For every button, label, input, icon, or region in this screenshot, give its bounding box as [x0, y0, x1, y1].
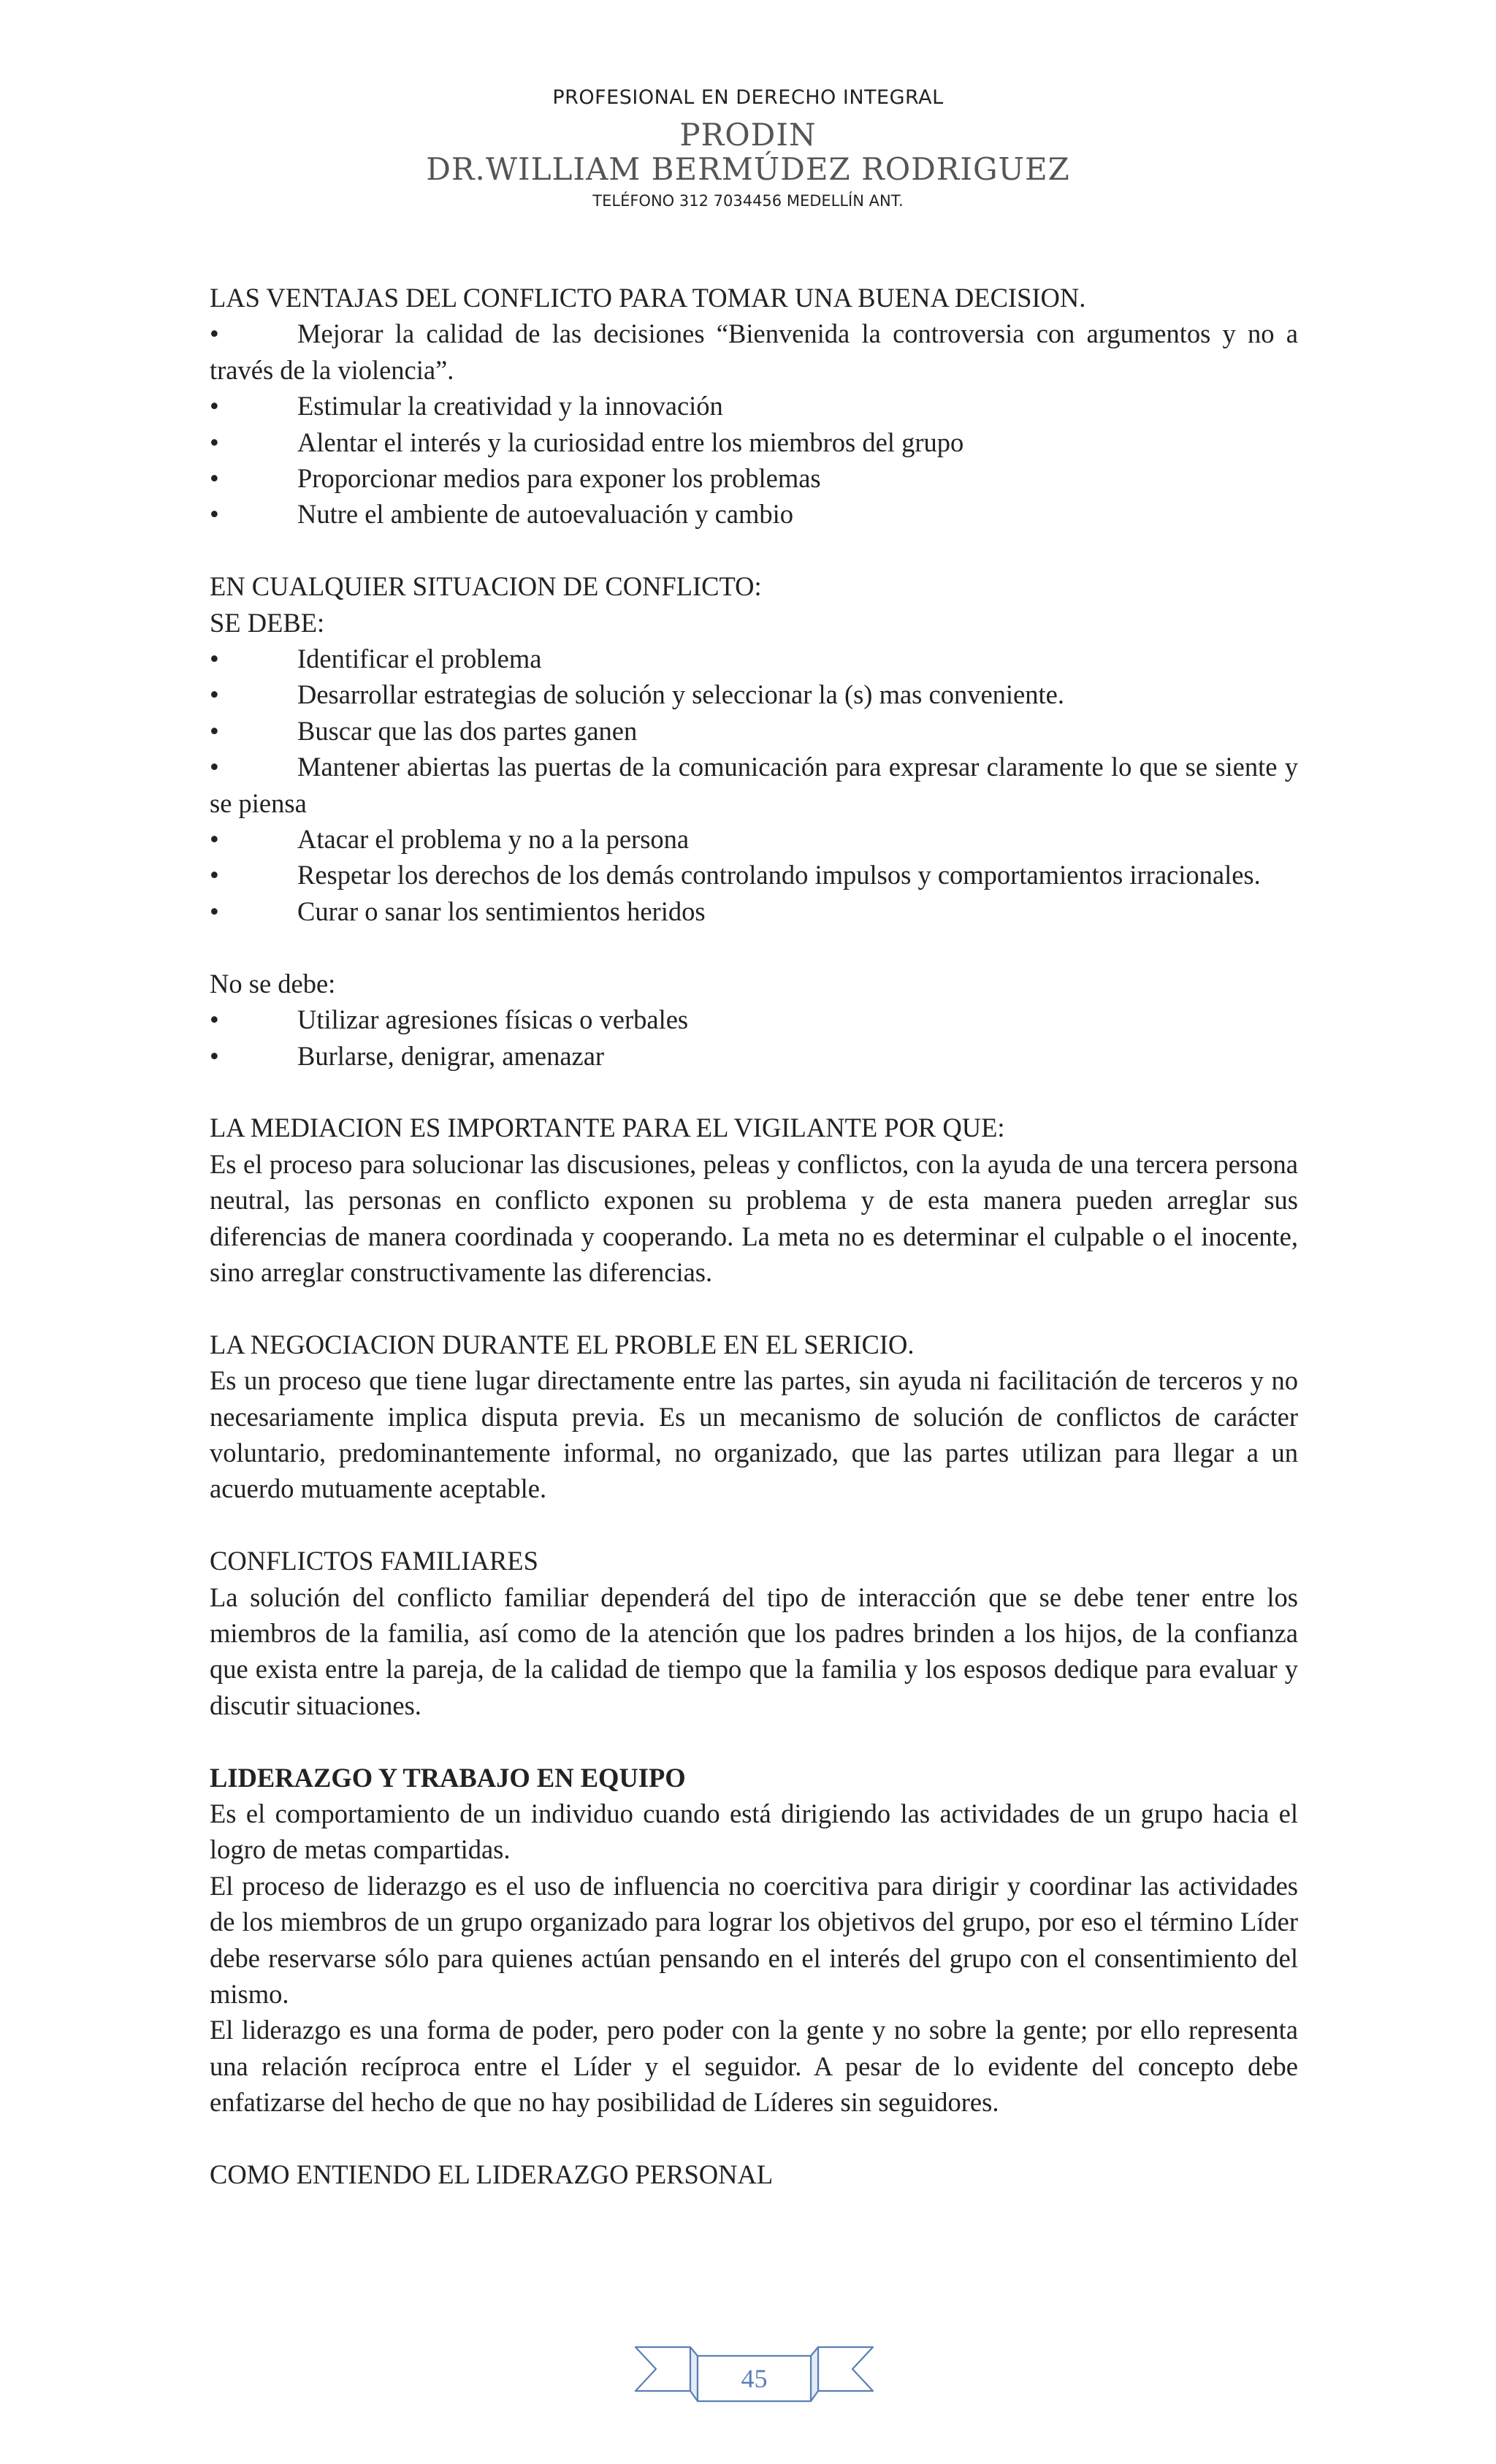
document-body — [210, 280, 1298, 2192]
bullet-mark: • — [210, 715, 219, 746]
list-item — [210, 424, 1298, 460]
header-line-1: PROFESIONAL EN DERECHO INTEGRAL — [552, 86, 944, 109]
list-item-text: Proporcionar medios para exponer los problemas — [297, 463, 821, 494]
section-title-liderazgo-personal: COMO ENTIENDO EL LIDERAZGO PERSONAL — [210, 2159, 774, 2190]
list-item — [210, 316, 1298, 388]
list-item — [210, 821, 1298, 857]
list-item-text: Nutre el ambiente de autoevaluación y cambio — [297, 499, 794, 530]
page-number: 45 — [741, 2364, 768, 2393]
list-item — [210, 1038, 1298, 1074]
paragraph-liderazgo-1: Es el comportamiento de un individuo cuando está dirigiendo las actividades de un grupo hacia el logro de metas compartidas. — [210, 1798, 1298, 1865]
bullet-mark: • — [210, 1040, 219, 1071]
bullet-mark: • — [210, 679, 219, 710]
section-title-mediacion: LA MEDIACION ES IMPORTANTE PARA EL VIGILANTE POR QUE: — [210, 1113, 1005, 1143]
list-item — [210, 388, 1298, 424]
paragraph-liderazgo-3: El liderazgo es una forma de poder, pero poder con la gente y no sobre la gente; por ello representa una relación recíproca entre el Líder y el seguidor. A pesar de lo evidente del concepto debe enfatizarse del hecho de que no hay posibilidad de Líderes sin seguidores. — [210, 2015, 1298, 2118]
list-item — [210, 460, 1298, 496]
bullet-mark: • — [210, 499, 219, 530]
bullet-mark: • — [210, 824, 219, 855]
bullet-mark: • — [210, 896, 219, 926]
list-item — [210, 749, 1298, 821]
bullet-mark: • — [210, 463, 219, 494]
paragraph-mediacion: Es el proceso para solucionar las discusiones, peleas y conflictos, con la ayuda de una tercera persona neutral, las personas en conflicto exponen su problema y de esta manera pueden arreglar sus diferencias de manera coordinada y cooperando. La meta no es determinar el culpable o el inocente, sino arreglar constructivamente las diferencias. — [210, 1148, 1298, 1287]
bullet-mark: • — [210, 860, 219, 890]
section-title-ventajas: LAS VENTAJAS DEL CONFLICTO PARA TOMAR UNA BUENA DECISION. — [210, 283, 1086, 313]
bullet-mark: • — [210, 752, 219, 782]
list-item-text: Atacar el problema y no a la persona — [297, 824, 690, 855]
section-title-negociacion: LA NEGOCIACION DURANTE EL PROBLE EN EL SERICIO. — [210, 1329, 915, 1359]
header-line-2: PRODIN — [679, 117, 817, 153]
bullet-mark: • — [210, 391, 219, 422]
section-title-no-debe: No se debe: — [210, 968, 336, 999]
section-title-liderazgo: LIDERAZGO Y TRABAJO EN EQUIPO — [210, 1762, 686, 1793]
list-item-text: Estimular la creatividad y la innovación — [297, 391, 723, 422]
list-item — [210, 496, 1298, 532]
list-item-text: Buscar que las dos partes ganen — [297, 715, 638, 746]
list-item-text: Identificar el problema — [297, 644, 542, 674]
list-item — [210, 641, 1298, 676]
paragraph-liderazgo-2: El proceso de liderazgo es el uso de influencia no coercitiva para dirigir y coordinar las actividades de los miembros de un grupo organizado para lograr los objetivos del grupo, por eso el término Líder debe reservarse sólo para quienes actúan pensando en el interés del grupo con el consentimiento del mismo. — [210, 1870, 1298, 2009]
list-item-text: Utilizar agresiones físicas o verbales — [297, 1004, 689, 1035]
list-item — [210, 893, 1298, 929]
bullet-mark: • — [210, 644, 219, 674]
section-title-situacion: EN CUALQUIER SITUACION DE CONFLICTO: — [210, 571, 762, 602]
section-subtitle-se-debe: SE DEBE: — [210, 607, 325, 638]
list-item — [210, 676, 1298, 712]
list-item-text: Mejorar la calidad de las decisiones “Bienvenida la controversia con argumentos y no a través de la violencia”. — [210, 319, 1298, 385]
header-line-4: TELÉFONO 312 7034456 MEDELLÍN ANT. — [592, 192, 904, 210]
list-item — [210, 857, 1298, 893]
list-item-text: Alentar el interés y la curiosidad entre los miembros del grupo — [297, 427, 964, 457]
paragraph-negociacion: Es un proceso que tiene lugar directamente entre las partes, sin ayuda ni facilitación de terceros y no necesariamente implica disputa previa. Es un mecanismo de solución de conflictos de carácter voluntario, predominantemente informal, no organizado, que las partes utilizan para llegar a un acuerdo mutuamente aceptable. — [210, 1365, 1298, 1504]
list-item-text: Curar o sanar los sentimientos heridos — [297, 896, 706, 926]
bullet-mark: • — [210, 427, 219, 457]
page-number-ribbon — [628, 2334, 880, 2414]
list-item — [210, 713, 1298, 749]
list-item-text: Burlarse, denigrar, amenazar — [297, 1040, 605, 1071]
section-title-familiares: CONFLICTOS FAMILIARES — [210, 1546, 538, 1576]
header-line-3: DR.WILLIAM BERMÚDEZ RODRIGUEZ — [426, 151, 1070, 187]
list-item-text: Mantener abiertas las puertas de la comunicación para expresar claramente lo que se siente y se piensa — [210, 752, 1298, 818]
bullet-mark: • — [210, 1004, 219, 1035]
list-item-text: Respetar los derechos de los demás controlando impulsos y comportamientos irracionales. — [297, 860, 1261, 890]
paragraph-familiares: La solución del conflicto familiar dependerá del tipo de interacción que se debe tener entre los miembros de la familia, así como de la atención que los padres brinden a los hijos, de la confianza que exista entre la pareja, de la calidad de tiempo que la familia y los esposos dedique para evaluar y discutir situaciones. — [210, 1582, 1298, 1720]
bullet-mark: • — [210, 319, 219, 349]
list-item-text: Desarrollar estrategias de solución y seleccionar la (s) mas conveniente. — [297, 679, 1064, 710]
list-item — [210, 1002, 1298, 1037]
